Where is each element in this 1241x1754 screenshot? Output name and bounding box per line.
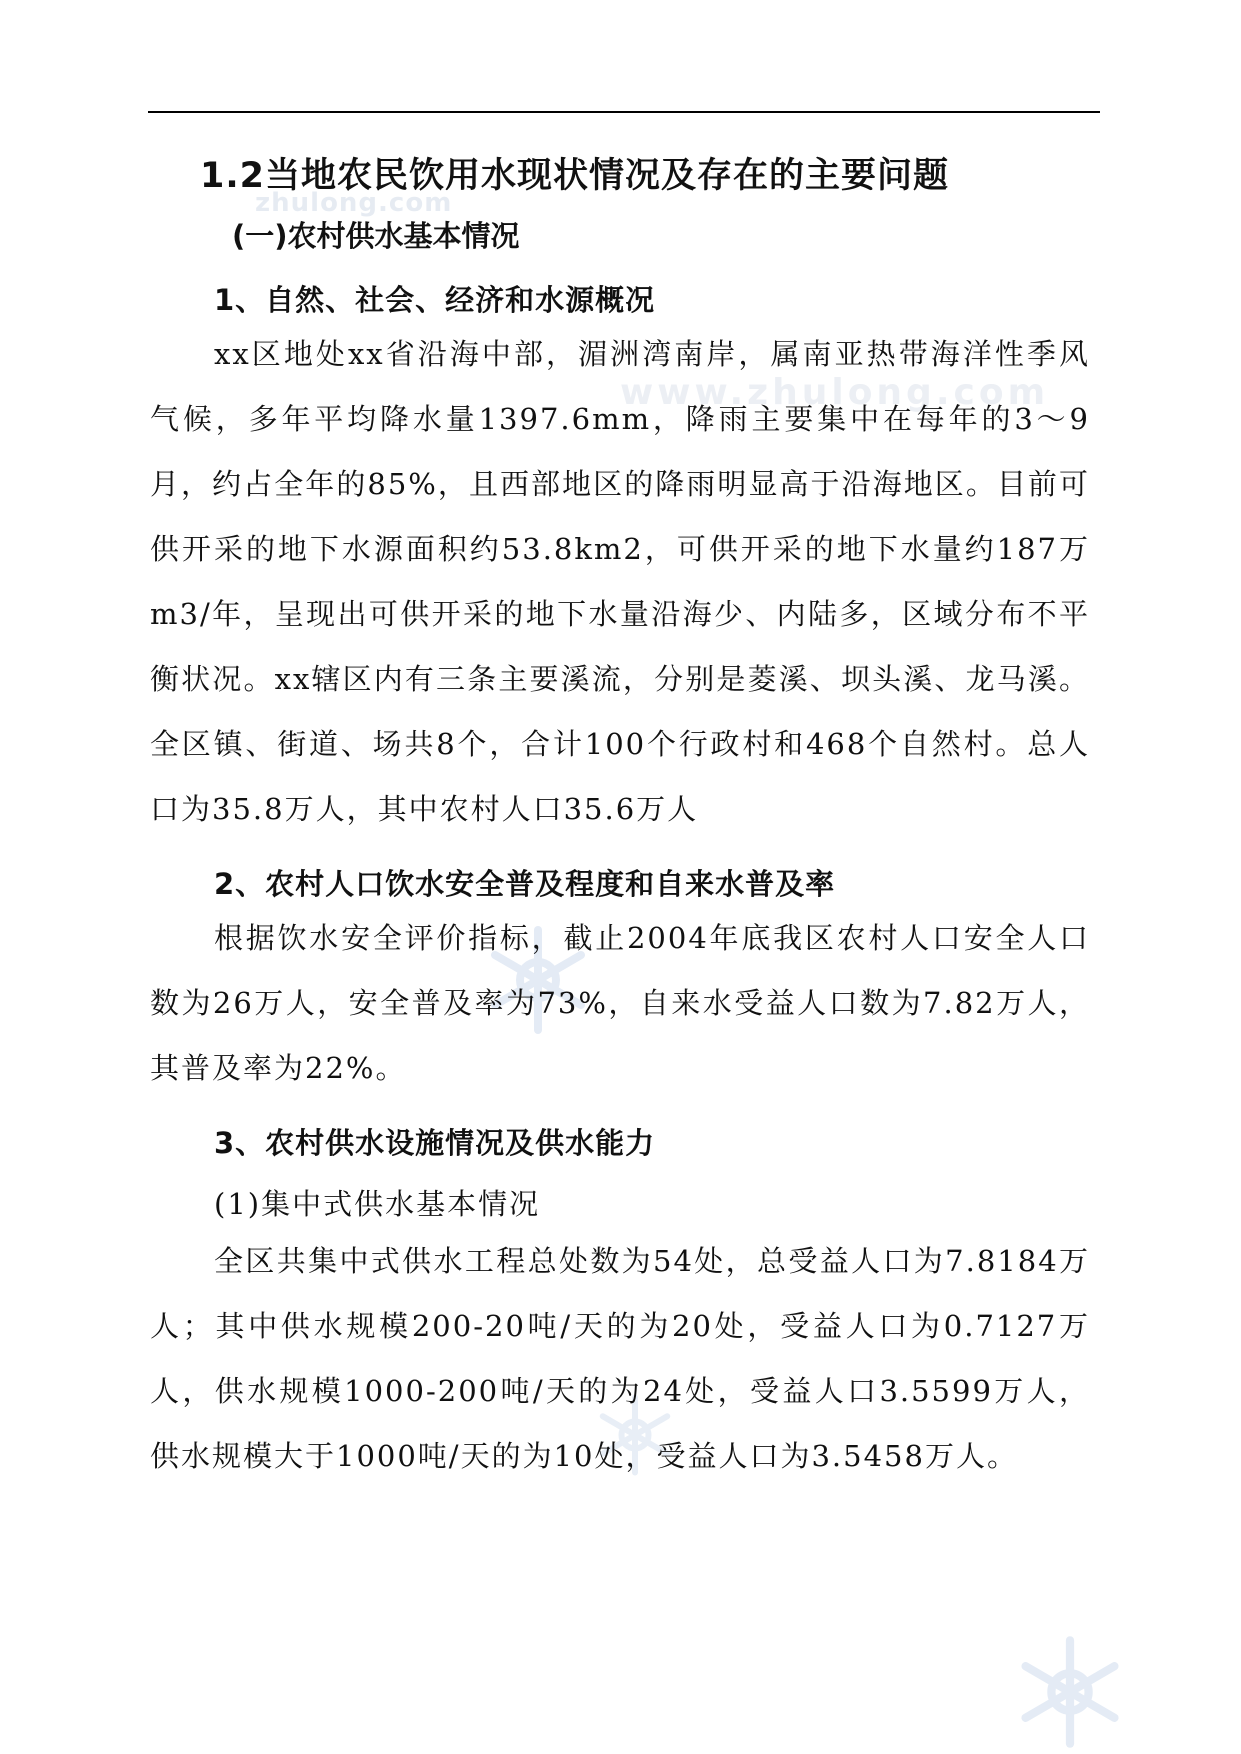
subsection-heading-3: 3、农村供水设施情况及供水能力 [214,1126,656,1160]
header-rule [148,111,1100,113]
subsection-heading-1: 1、自然、社会、经济和水源概况 [214,283,656,317]
snowflake-watermark-icon [1000,1630,1140,1754]
item-heading-centralized-supply: (1)集中式供水基本情况 [214,1187,541,1221]
paragraph-centralized-supply: 全区共集中式供水工程总处数为54处，总受益人口为7.8184万人；其中供水规模200-20吨/天的为20处，受益人口为0.7127万人，供水规模1000-200吨/天的为24处，受益人口3.5599万人，供水规模大于1000吨/天的为10处，受益人口为3.5458万人。 [150,1244,1090,1473]
document-body [150,150,1090,1489]
watermark-top: zhulong.com [255,188,453,218]
watermark-middle: www.zhulong.com [620,372,1050,413]
subsection-heading-2: 2、农村人口饮水安全普及程度和自来水普及率 [214,867,836,901]
section-heading: (一)农村供水基本情况 [232,219,520,253]
paragraph-water-source-overview: xx区地处xx省沿海中部，湄洲湾南岸，属南亚热带海洋性季风气候，多年平均降水量1397.6mm，降雨主要集中在每年的3～9月，约占全年的85%，且西部地区的降雨明显高于沿海地区。目前可供开采的地下水源面积约53.8km2，可供开采的地下水量约187万m3/年，呈现出可供开采的地下水量沿海少、内陆多，区域分布不平衡状况。xx辖区内有三条主要溪流，分别是菱溪、坝头溪、龙马溪。全区镇、街道、场共8个，合计100个行政村和468个自然村。总人口为35.8万人，其中农村人口35.6万人 [150,337,1090,826]
paragraph-water-safety-coverage: 根据饮水安全评价指标，截止2004年底我区农村人口安全人口数为26万人，安全普及率为73%，自来水受益人口数为7.82万人，其普及率为22%。 [150,921,1090,1085]
document-title: 1.2当地农民饮用水现状情况及存在的主要问题 [200,156,950,196]
